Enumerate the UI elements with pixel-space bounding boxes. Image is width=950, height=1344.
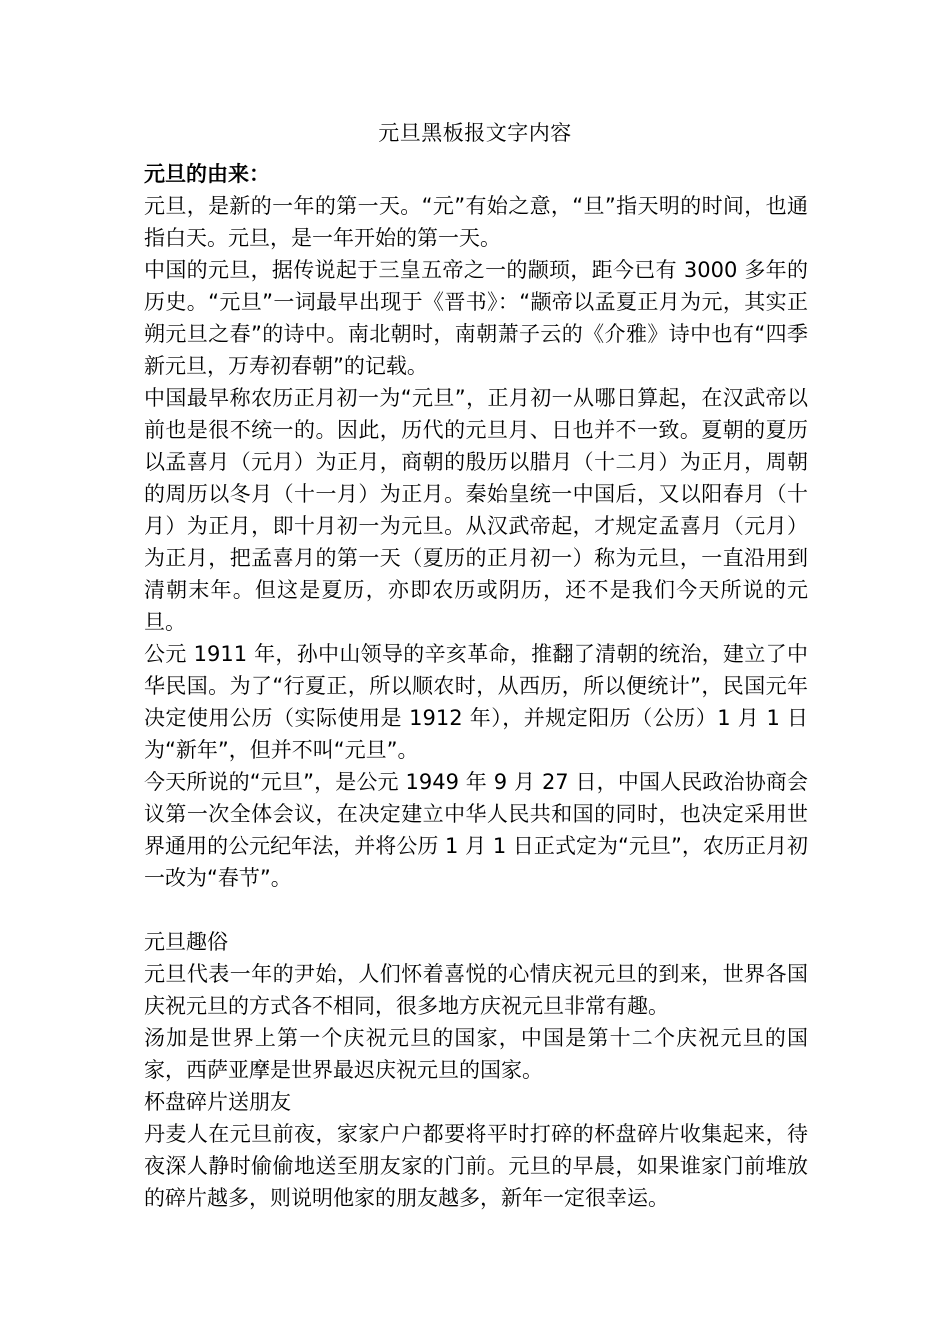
- paragraph: 元旦代表一年的尹始，人们怀着喜悦的心情庆祝元旦的到来，世界各国庆祝元旦的方式各不相同，很多地方庆祝元旦非常有趣。: [144, 962, 808, 1018]
- paragraph: 汤加是世界上第一个庆祝元旦的国家，中国是第十二个庆祝元旦的国家，西萨亚摩是世界最迟庆祝元旦的国家。: [144, 1026, 808, 1082]
- section-heading-denmark: 杯盘碎片送朋友: [144, 1090, 291, 1114]
- page-title: 元旦黑板报文字内容: [378, 121, 572, 145]
- paragraph: 中国最早称农历正月初一为“元旦”，正月初一从哪日算起，在汉武帝以前也是很不统一的。因此，历代的元旦月、日也并不一致。夏朝的夏历以孟喜月（元月）为正月，商朝的殷历以腊月（十二月）为正月，周朝的周历以冬月（十一月）为正月。秦始皇统一中国后，又以阳春月（十月）为正月，即十月初一为元旦。从汉武帝起，才规定孟喜月（元月）为正月，把孟喜月的第一天（夏历的正月初一）称为元旦，一直沿用到清朝末年。但这是夏历，亦即农历或阴历，还不是我们今天所说的元旦。: [144, 386, 808, 634]
- paragraph: 今天所说的“元旦”，是公元 1949 年 9 月 27 日，中国人民政治协商会议第一次全体会议，在决定建立中华人民共和国的同时，也决定采用世界通用的公元纪年法，并将公历 1 月 1 日正式定为“元旦”，农历正月初一改为“春节”。: [144, 770, 808, 890]
- document-body: [144, 158, 808, 1214]
- blank-line: [144, 894, 808, 926]
- paragraph: 丹麦人在元旦前夜，家家户户都要将平时打碎的杯盘碎片收集起来，待夜深人静时偷偷地送至朋友家的门前。元旦的早晨，如果谁家门前堆放的碎片越多，则说明他家的朋友越多，新年一定很幸运。: [144, 1122, 808, 1210]
- section-heading-origin: 元旦的由来：: [144, 162, 270, 186]
- paragraph: 元旦，是新的一年的第一天。“元”有始之意，“旦”指天明的时间，也通指白天。元旦，是一年开始的第一天。: [144, 194, 808, 250]
- paragraph: 中国的元旦，据传说起于三皇五帝之一的颛顼，距今已有 3000 多年的历史。“元旦”一词最早出现于《晋书》：“颛帝以孟夏正月为元，其实正朔元旦之春”的诗中。南北朝时，南朝萧子云的《介雅》诗中也有“四季新元旦，万寿初春朝”的记载。: [144, 258, 808, 378]
- paragraph: 公元 1911 年，孙中山领导的辛亥革命，推翻了清朝的统治，建立了中华民国。为了“行夏正，所以顺农时，从西历，所以便统计”，民国元年决定使用公历（实际使用是 1912 年），并规定阳历（公历）1 月 1 日为“新年”，但并不叫“元旦”。: [144, 642, 808, 762]
- section-heading-customs: 元旦趣俗: [144, 930, 228, 954]
